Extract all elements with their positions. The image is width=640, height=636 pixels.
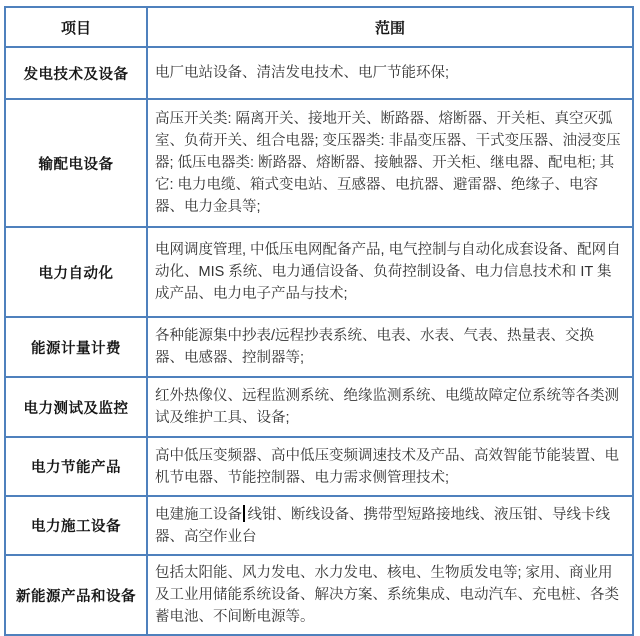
- scope-text-segment: 电厂电站设备、清洁发电技术、电厂节能环保;: [155, 65, 450, 81]
- scope-table-container: [4, 6, 634, 636]
- header-item: 项目: [5, 7, 147, 47]
- scope-text-segment: 各种能源集中抄表/远程抄表系统、电表、水表、气表、热量表、交换器、电感器、控制器等;: [155, 328, 595, 366]
- row-scope-text: [147, 437, 633, 496]
- table-row: [5, 47, 633, 99]
- row-item-label: 发电技术及设备: [5, 47, 147, 99]
- row-item-label: 电力节能产品: [5, 437, 147, 496]
- row-scope-text: [147, 227, 633, 317]
- table-row: [5, 496, 633, 555]
- text-cursor: [243, 505, 245, 522]
- table-row: [5, 99, 633, 227]
- scope-text-segment: 包括太阳能、风力发电、水力发电、核电、生物质发电等; 家用、商业用及工业用储能系统设备、解决方案、系统集成、电动汽车、充电桩、各类蓄电池、不间断电源等。: [155, 565, 619, 625]
- table-row: [5, 317, 633, 377]
- table-row: [5, 437, 633, 496]
- row-item-label: 输配电设备: [5, 99, 147, 227]
- scope-text-segment: 红外热像仪、远程监测系统、绝缘监测系统、电缆故障定位系统等各类测试及维护工具、设备;: [155, 388, 619, 426]
- table-body: [5, 47, 633, 635]
- table-row: [5, 377, 633, 437]
- row-item-label: 新能源产品和设备: [5, 555, 147, 635]
- table-row: [5, 555, 633, 635]
- row-item-label: 能源计量计费: [5, 317, 147, 377]
- row-scope-text: [147, 555, 633, 635]
- scope-table: [4, 6, 634, 636]
- row-scope-text: [147, 317, 633, 377]
- scope-text-segment: 高压开关类: 隔离开关、接地开关、断路器、熔断器、开关柜、真空灭弧室、负荷开关、组合电器; 变压器类: 非晶变压器、干式变压器、油浸变压器; 低压电器类: 断路器、熔断器、接触器、开关柜、继电器、配电柜; 其它: 电力电缆、箱式变电站、互感器、电抗器、避雷器、绝缘子、电容器、电力金具等;: [155, 111, 621, 215]
- row-item-label: 电力施工设备: [5, 496, 147, 555]
- row-scope-text: [147, 496, 633, 555]
- scope-text-segment: 线钳、断线设备、携带型短路接地线、液压钳、导线卡线器、高空作业台: [155, 506, 610, 545]
- table-row: [5, 227, 633, 317]
- scope-text-segment: 电建施工设备: [155, 506, 242, 523]
- scope-text-segment: 高中低压变频器、高中低压变频调速技术及产品、高效智能节能装置、电机节电器、节能控制器、电力需求侧管理技术;: [155, 447, 619, 486]
- row-scope-text: [147, 377, 633, 437]
- row-item-label: 电力测试及监控: [5, 377, 147, 437]
- scope-text-segment: 电网调度管理, 中低压电网配备产品, 电气控制与自动化成套设备、配网自动化、MIS 系统、电力通信设备、负荷控制设备、电力信息技术和 IT 集成产品、电力电子产品与技术;: [155, 242, 621, 302]
- row-scope-text: [147, 47, 633, 99]
- header-scope: 范围: [147, 7, 633, 47]
- row-scope-text: [147, 99, 633, 227]
- table-header-row: [5, 7, 633, 47]
- row-item-label: 电力自动化: [5, 227, 147, 317]
